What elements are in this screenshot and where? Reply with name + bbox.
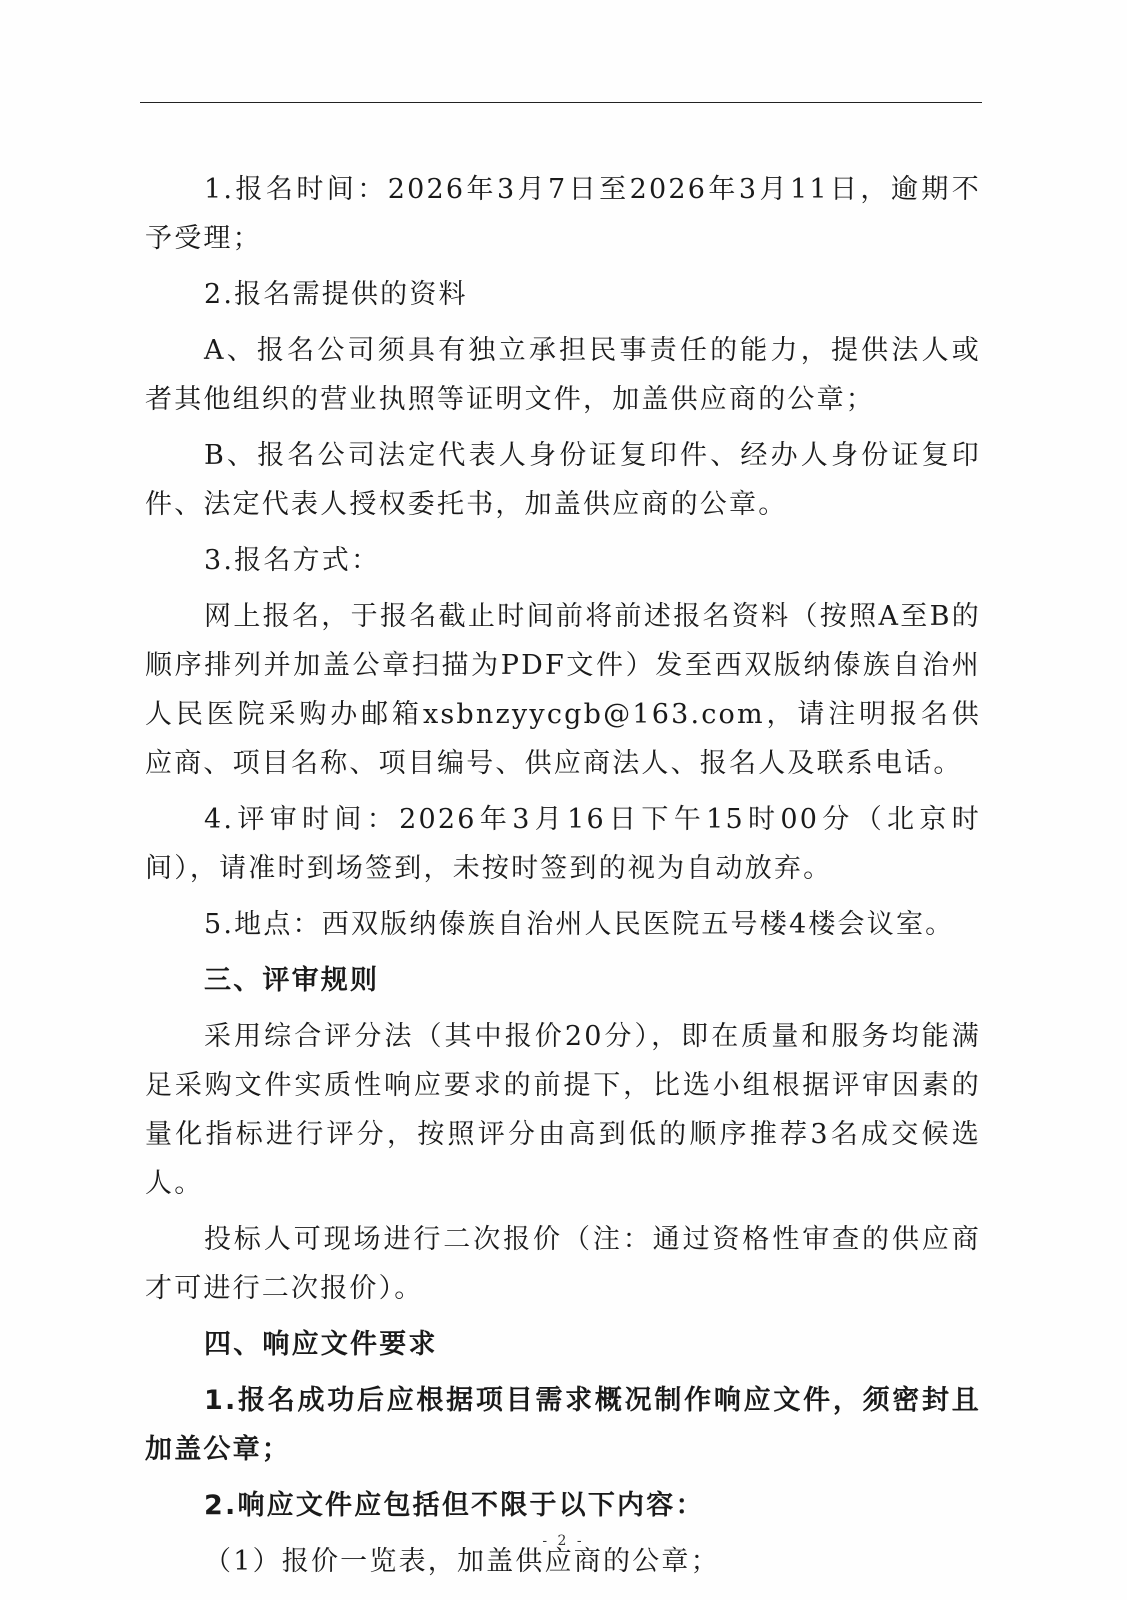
paragraph-registration-time: 1.报名时间：2026年3月7日至2026年3月11日，逾期不予受理； bbox=[145, 174, 981, 254]
paragraph-response-file-sealed: 1.报名成功后应根据项目需求概况制作响应文件，须密封且加盖公章； bbox=[145, 1385, 981, 1465]
header-rule bbox=[140, 102, 982, 103]
paragraph-second-quote: 投标人可现场进行二次报价（注：通过资格性审查的供应商才可进行二次报价）。 bbox=[145, 1224, 981, 1304]
paragraph-online-registration: 网上报名，于报名截止时间前将前述报名资料（按照A至B的顺序排列并加盖公章扫描为PDF文件）发至西双版纳傣族自治州人民医院采购办邮箱xsbnzyycgb@163.com，请注明报名供应商、项目名称、项目编号、供应商法人、报名人及联系电话。 bbox=[145, 601, 981, 779]
paragraph-registration-method: 3.报名方式： bbox=[204, 545, 381, 576]
paragraph-response-file-contents: 2.响应文件应包括但不限于以下内容： bbox=[204, 1490, 705, 1521]
paragraph-quote-list: （1）报价一览表，加盖供应商的公章； bbox=[204, 1546, 720, 1577]
page-number: - 2 - bbox=[542, 1533, 585, 1549]
paragraph-location: 5.地点：西双版纳傣族自治州人民医院五号楼4楼会议室。 bbox=[204, 909, 955, 940]
paragraph-review-time: 4.评审时间：2026年3月16日下午15时00分（北京时间），请准时到场签到，未按时签到的视为自动放弃。 bbox=[145, 804, 981, 884]
paragraph-material-b: B、报名公司法定代表人身份证复印件、经办人身份证复印件、法定代表人授权委托书，加盖供应商的公章。 bbox=[145, 440, 981, 520]
paragraph-material-a: A、报名公司须具有独立承担民事责任的能力，提供法人或者其他组织的营业执照等证明文件，加盖供应商的公章； bbox=[145, 335, 981, 415]
paragraph-required-materials: 2.报名需提供的资料 bbox=[204, 279, 468, 310]
section-heading-response-requirements: 四、响应文件要求 bbox=[204, 1329, 438, 1360]
paragraph-scoring-method: 采用综合评分法（其中报价20分），即在质量和服务均能满足采购文件实质性响应要求的前提下，比选小组根据评审因素的量化指标进行评分，按照评分由高到低的顺序推荐3名成交候选人。 bbox=[145, 1021, 981, 1199]
section-heading-review-rules: 三、评审规则 bbox=[204, 965, 380, 996]
body-text bbox=[145, 165, 981, 1593]
